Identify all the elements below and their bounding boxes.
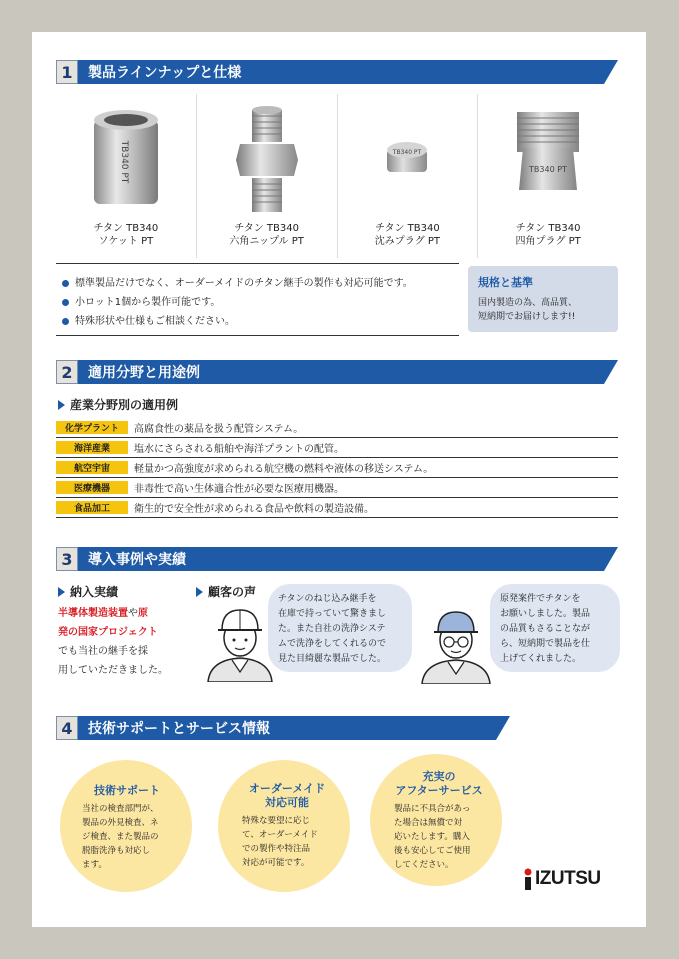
service-line: での製作や特注品 (242, 844, 311, 854)
industry-tag: 海洋産業 (56, 441, 128, 454)
industry-heading-text: 産業分野別の適用例 (70, 398, 179, 412)
table-row (56, 418, 618, 438)
section-header-3 (56, 547, 604, 571)
hex-nipple-image (232, 102, 302, 222)
service-circle-custom (218, 760, 350, 892)
service-line: ジ検査、また製品の (82, 832, 159, 842)
socket-image (86, 102, 166, 212)
results-text (58, 604, 208, 680)
product-name: チタン TB340 (375, 223, 440, 234)
bubble-line: 上げてくれました。 (500, 654, 582, 664)
customer-helmet-illustration (204, 600, 276, 682)
service-title: オーダーメイド (248, 782, 326, 795)
sunk-plug-stamp: TB340 PT (393, 149, 422, 156)
table-row (56, 458, 618, 478)
product-hex-nipple (197, 94, 338, 258)
triangle-icon (196, 587, 203, 597)
product-type: 四角プラグ PT (515, 236, 581, 247)
results-line (58, 604, 208, 623)
standards-line: 短納期でお届けします!! (478, 312, 576, 322)
service-line: 後も安心してご使用 (394, 846, 471, 856)
logo-text: IZUTSU (535, 868, 601, 889)
product-caption (56, 222, 196, 248)
industry-tag: 医療機器 (56, 481, 128, 494)
table-row (56, 438, 618, 458)
highlight-text: 原 (138, 608, 148, 619)
product-type: ソケット PT (98, 236, 154, 247)
bubble-line: た。また自社の洗浄システ (278, 624, 386, 634)
service-line: ます。 (82, 860, 107, 870)
service-line: 脱脂洗浄も対応し (82, 846, 151, 856)
product-caption (197, 222, 337, 248)
logo-mark-icon (522, 868, 534, 890)
bubble-line: チタンのねじ込み継手を (278, 594, 377, 604)
product-lineup (56, 94, 618, 258)
service-circle-support (60, 760, 192, 892)
service-line: 対応が可能です。 (242, 858, 310, 868)
section-title: 製品ラインナップと仕様 (88, 65, 242, 81)
service-line: 応いたします。購入 (394, 832, 470, 842)
standards-heading: 規格と基準 (478, 276, 533, 289)
bullet-dot (62, 299, 69, 306)
table-row (56, 498, 618, 518)
standards-body (468, 290, 618, 324)
service-title: 対応可能 (265, 796, 309, 809)
bullet-text: 小ロット1個から製作可能です。 (75, 297, 221, 308)
bubble-line: ムで洗浄をしてくれるので (278, 639, 387, 649)
industry-text: 軽量かつ高強度が求められる航空機の燃料や液体の移送システム。 (134, 464, 434, 475)
service-title: 技術サポート (94, 784, 160, 797)
voices-heading (196, 583, 256, 600)
industry-table (56, 418, 618, 518)
product-caption (478, 222, 618, 248)
service-body (82, 802, 172, 872)
bubble-line: ら、短納期で製品を仕 (500, 639, 591, 649)
industry-text: 塩水にさらされる船舶や海洋プラントの配管。 (134, 444, 344, 455)
voice-bubble-2 (490, 584, 620, 672)
industry-text: 高腐食性の薬品を扱う配管システム。 (134, 424, 304, 435)
highlight-text: 半導体製造装置 (58, 608, 128, 619)
service-line: 製品に不具合があっ (394, 804, 471, 814)
service-body (394, 802, 484, 872)
bullet-item (62, 312, 413, 331)
service-line: た場合は無償で対 (394, 818, 463, 828)
izutsu-logo (522, 868, 601, 890)
industry-text: 衛生的で安全性が求められる食品や飲料の製造設備。 (134, 504, 374, 515)
highlight-text: 発の国家プロジェクト (58, 627, 158, 638)
standards-line: 国内製造の為、高品質、 (478, 298, 578, 308)
service-line: してください。 (394, 860, 454, 870)
service-body (242, 814, 332, 870)
product-caption (338, 222, 478, 248)
bubble-line: 在庫で持っていて驚きまし (278, 609, 387, 619)
service-circle-aftercare (370, 754, 502, 886)
bullet-dot (62, 280, 69, 287)
service-line: 特殊な要望に応じ (242, 816, 311, 826)
bubble-line: お願いしました。製品 (500, 609, 591, 619)
brochure-page (32, 32, 646, 927)
service-line: 当社の検査部門が、 (82, 804, 159, 814)
divider (56, 263, 459, 264)
bullet-item (62, 274, 413, 293)
product-sunk-plug (338, 94, 479, 258)
standards-box (468, 266, 618, 332)
bubble-line: 見た目綺麗な製品でした。 (278, 654, 387, 664)
results-heading (58, 583, 118, 600)
product-name: チタン TB340 (93, 223, 159, 234)
service-line: て、オーダーメイド (242, 830, 318, 840)
square-plug-image (503, 102, 593, 212)
industry-text: 非毒性で高い生体適合性が必要な医療用機器。 (134, 484, 344, 495)
bullet-text: 標準製品だけでなく、オーダーメイドのチタン継手の製作も対応可能です。 (75, 278, 413, 289)
results-line (58, 623, 208, 642)
results-heading-text: 納入実績 (70, 585, 119, 599)
bubble-line: 原発案件でチタンを (500, 594, 581, 604)
section-number: 2 (56, 360, 78, 384)
bullet-item (62, 293, 413, 312)
service-title: アフターサービス (395, 784, 483, 797)
product-name: チタン TB340 (234, 223, 299, 234)
section-header-1 (56, 60, 604, 84)
bubble-line: の品質もさることなが (500, 624, 591, 634)
socket-stamp: TB340 PT (118, 140, 129, 184)
square-plug-stamp: TB340 PT (529, 165, 568, 174)
voice-bubble-1 (268, 584, 412, 672)
industry-tag: 食品加工 (56, 501, 128, 514)
industry-tag: 航空宇宙 (56, 461, 128, 474)
product-square-plug (478, 94, 618, 258)
bullet-dot (62, 318, 69, 325)
table-row (56, 478, 618, 498)
section-title: 適用分野と用途例 (88, 365, 200, 381)
service-line: 製品の外見検査、ネ (82, 818, 159, 828)
industry-heading (58, 396, 178, 413)
product-type: 六角ニップル PT (229, 236, 304, 247)
section-number: 4 (56, 716, 78, 740)
plain-text: や (128, 608, 138, 619)
section-number: 3 (56, 547, 78, 571)
product-name: チタン TB340 (515, 223, 581, 234)
results-line: でも当社の継手を採 (58, 646, 148, 657)
section-number: 1 (56, 60, 78, 84)
section-title: 技術サポートとサービス情報 (88, 721, 270, 737)
product-socket (56, 94, 197, 258)
product-type: 沈みプラグ PT (374, 236, 441, 247)
triangle-icon (58, 587, 65, 597)
section-title: 導入事例や実績 (88, 552, 186, 568)
service-title: 充実の (422, 770, 456, 783)
triangle-icon (58, 400, 65, 410)
customer-cap-illustration (418, 600, 494, 684)
bullet-text: 特殊形状や仕様もご相談ください。 (75, 316, 235, 327)
section-header-2 (56, 360, 604, 384)
industry-tag: 化学プラント (56, 421, 128, 434)
results-line: 用していただきました。 (58, 665, 168, 676)
divider (56, 335, 459, 336)
voices-heading-text: 顧客の声 (208, 585, 257, 599)
feature-bullets (62, 274, 413, 331)
section-header-4 (56, 716, 496, 740)
